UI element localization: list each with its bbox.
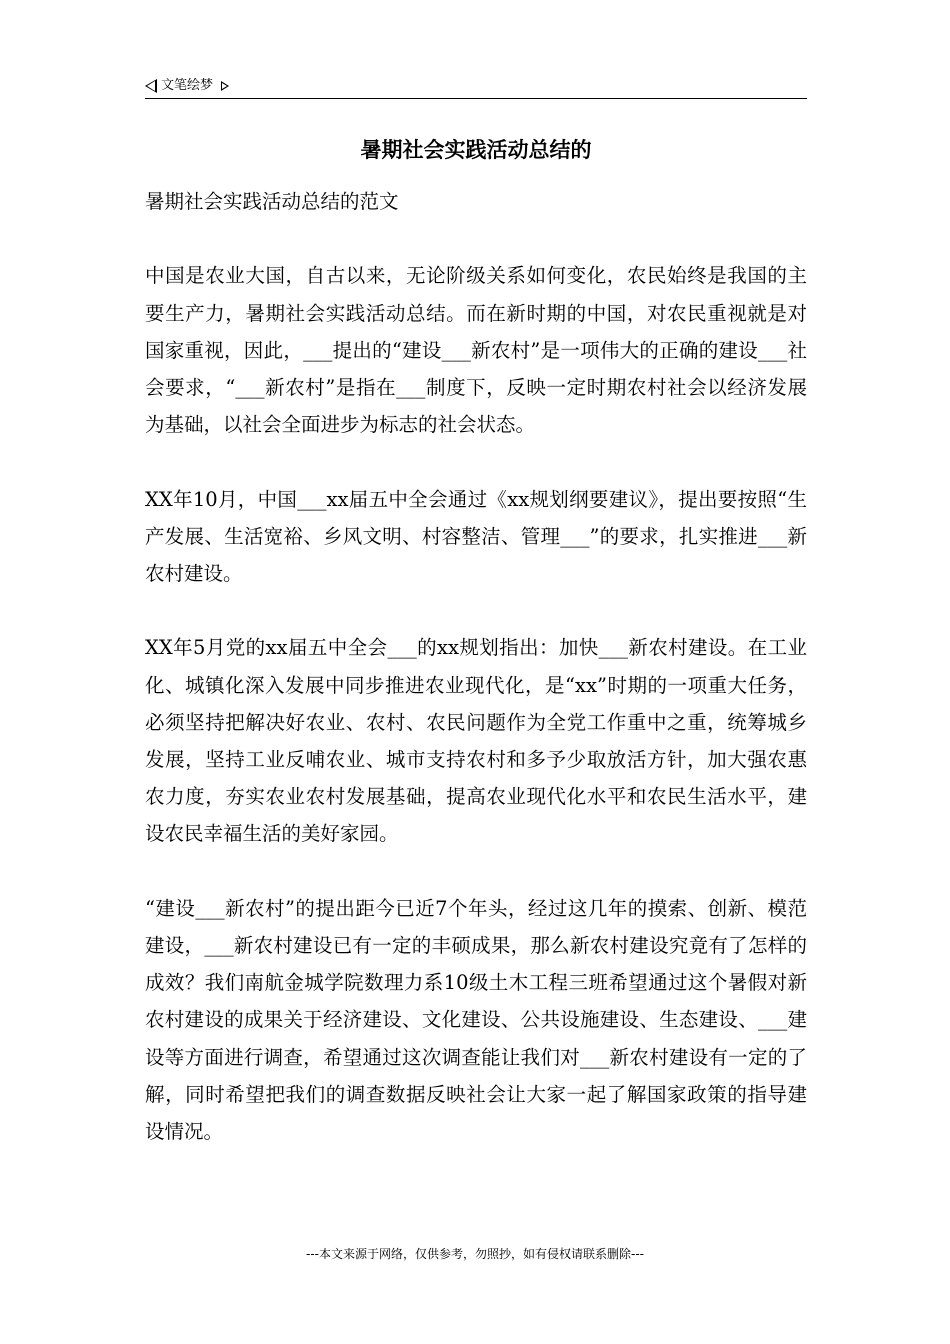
triangle-right-icon bbox=[221, 81, 229, 91]
header-brand: 文笔绘梦 bbox=[161, 78, 214, 93]
page-header bbox=[145, 74, 807, 99]
footer-disclaimer: ---本文来源于网络，仅供参考，勿照抄，如有侵权请联系删除--- bbox=[306, 1247, 644, 1261]
paragraph: “建设___新农村”的提出距今已近7个年头，经过这几年的摸索、创新、模范建设，___新农村建设已有一定的丰硕成果，那么新农村建设究竟有了怎样的成效？我们南航金城学院数理力系10级土木工程三班希望通过这个暑假对新农村建设的成果关于经济建设、文化建设、公共设施建设、生态建设、___建设等方面进行调查，希望通过这次调查能让我们对___新农村建设有一定的了解，同时希望把我们的调查数据反映社会让大家一起了解国家政策的指导建设情况。 bbox=[145, 896, 807, 1144]
document-subtitle: 暑期社会实践活动总结的范文 bbox=[145, 190, 399, 213]
paragraph: XX年5月党的xx届五中全会___的xx规划指出：加快___新农村建设。在工业化、城镇化深入发展中同步推进农业现代化，是“xx”时期的一项重大任务，必须坚持把解决好农业、农村、农民问题作为全党工作重中之重，统筹城乡发展，坚持工业反哺农业、城市支持农村和多予少取放活方针，加大强农惠农力度，夯实农业农村发展基础，提高农业现代化水平和农民生活水平，建设农民幸福生活的美好家园。 bbox=[145, 636, 807, 846]
paragraph: XX年10月，中国___xx届五中全会通过《xx规划纲要建议》，提出要按照“生产发展、生活宽裕、乡风文明、村容整洁、管理___”的要求，扎实推进___新农村建设。 bbox=[145, 487, 807, 585]
triangle-left-icon bbox=[145, 79, 157, 93]
document-title: 暑期社会实践活动总结的 bbox=[360, 138, 592, 162]
document-body bbox=[145, 183, 807, 1187]
paragraph: 中国是农业大国，自古以来，无论阶级关系如何变化，农民始终是我国的主要生产力，暑期社会实践活动总结。而在新时期的中国，对农民重视就是对国家重视，因此，___提出的“建设___新农村”是一项伟大的正确的建设___社会要求，“___新农村”是指在___制度下，反映一定时期农村社会以经济发展为基础，以社会全面进步为标志的社会状态。 bbox=[145, 264, 807, 437]
